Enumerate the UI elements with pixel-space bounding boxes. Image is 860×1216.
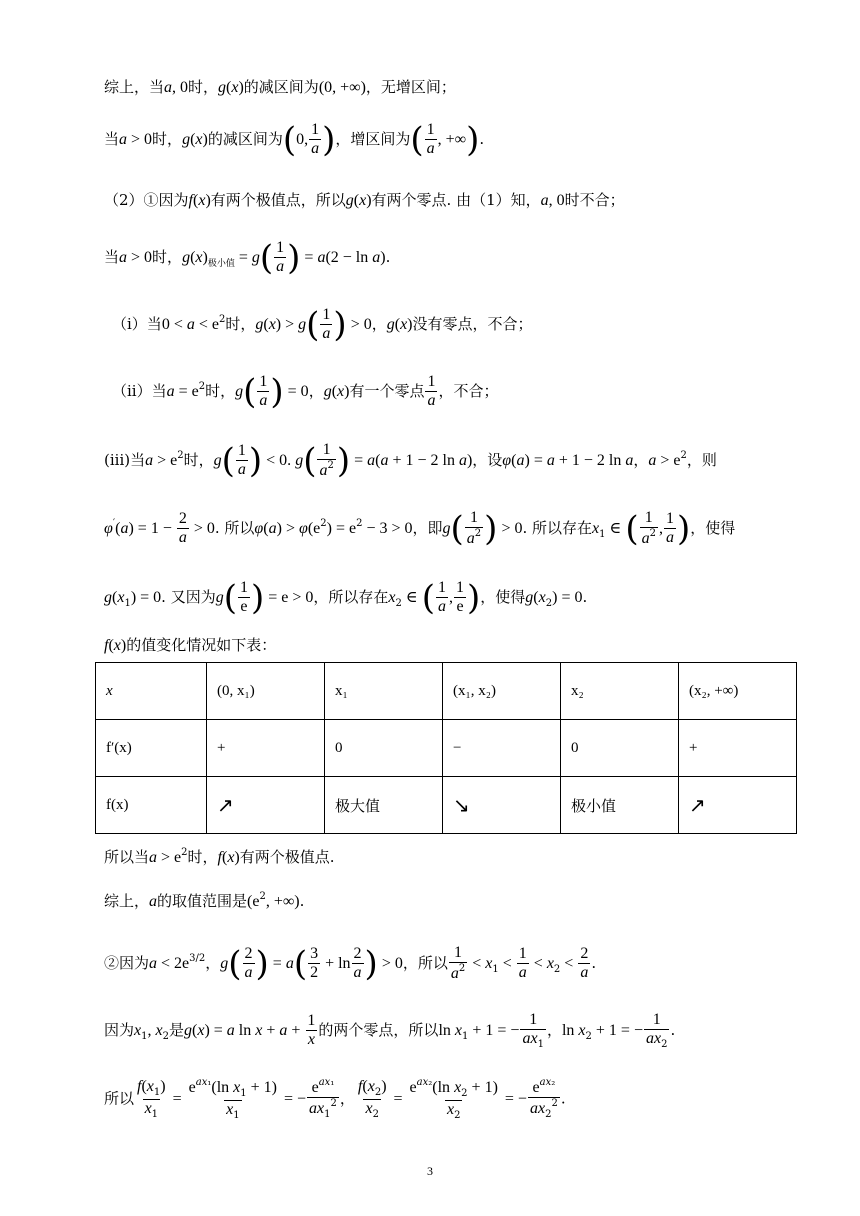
text: 时， [225, 314, 256, 333]
line-11: 所以当$a > e^2$时，f(x)有两个极值点. [104, 847, 335, 866]
table-cell: 0 [561, 720, 679, 777]
text: 是 [168, 1021, 184, 1040]
text: ， [205, 953, 221, 972]
text: 时不合； [564, 191, 625, 209]
table-row [96, 777, 797, 834]
text: 有两个零点. 由（1）知， [371, 191, 541, 209]
text: 当 [104, 247, 120, 266]
text: 的两个零点，所以 [318, 1021, 439, 1040]
text: 有一个零点 [349, 381, 425, 400]
line-13: ②因为$a < 2e^{3/2}$，g( $\frac{2}{a}$ ) = a( $\frac{3}{2}$ + ln $\frac{2}{a}$ ) > 0，所以 $\frac{1}{a^2}$ < $x_1$ < $\frac{1}{a}$ < $x_2$ < $\frac{2}{a}$ . [104, 943, 597, 984]
table-cell: f(x) [96, 777, 207, 834]
text: ，无增区间； [365, 78, 456, 96]
line-2: 当a > 0时，g(x)的减区间为(0, $\frac{1}{a}$ )，增区间为( $\frac{1}{a}$ , +∞). [104, 119, 485, 160]
text: （2）①因为 [104, 191, 189, 209]
line-1: 综上，当a, 0时，g(x)的减区间为(0, +∞)，无增区间； [104, 78, 456, 96]
table-cell: x₂ [561, 663, 679, 720]
line-7: (iii)当$a > e^2$时，g( $\frac{1}{a}$ ) < 0. g( $\frac{1}{a^2}$ ) = a(a + 1 − 2 ln a)，设φ(a) = a + 1 − 2 ln a，$a > e^2$，则 [104, 440, 717, 481]
text: 所以 [104, 1089, 135, 1108]
text: . 所以 [214, 518, 255, 537]
text: ，所以 [402, 953, 448, 972]
line-5: （i）当$0 < a < e^2$时，g(x) > g( $\frac{1}{a}$ ) > 0，g(x)没有零点，不合； [112, 304, 533, 345]
text: ，不合； [438, 381, 499, 400]
table-cell: (x₂, +∞) [679, 663, 797, 720]
line-8: φ′(a) = 1 − $\frac{2}{a}$ > 0. 所以$\varphi(a) > \varphi(e^2) = e^2 - 3 > 0$，即g( $\frac{1}{a^2}$ ) > 0. 所以存在$x_1$ ∈ ( $\frac{1}{a^2}$ , $\frac{1}{a}$ )，使得 [104, 508, 736, 549]
line-10: f(x)的值变化情况如下表： [104, 636, 277, 654]
text: . [385, 247, 391, 266]
text: ，增区间为 [335, 129, 411, 148]
line-14: 因为$x_1$, $x_2$是g(x) = a ln x + a + $\frac{1}{x}$ 的两个零点，所以$\ln x_1 + 1$ = − $\frac{1}{ax_1}$ ，$\ln x_2 + 1$ = − $\frac{1}{ax_2}$ . [104, 1011, 676, 1050]
text: . [479, 129, 485, 148]
text: ， [339, 1089, 355, 1108]
line-4: 当a > 0时，$g(x)_{极小值} = g$( $\frac{1}{a}$ ) = a(2 − ln a). [104, 237, 391, 278]
text: 所以当 [104, 848, 150, 866]
table-cell: 0 [325, 720, 443, 777]
table-cell: x [96, 663, 207, 720]
text: ②因为 [104, 953, 150, 972]
table-cell: f′(x) [96, 720, 207, 777]
text: 的值变化情况如下表： [126, 636, 277, 654]
text: . [670, 1021, 676, 1040]
table-cell: 极大值 [325, 777, 443, 834]
text: 的减区间为 [207, 129, 283, 148]
text: 时， [205, 381, 236, 400]
text: ，使得 [690, 518, 736, 537]
line-12: 综上，a的取值范围是($e^2$, +∞). [104, 891, 305, 910]
text: 因为 [104, 1021, 135, 1040]
value-change-table [95, 662, 797, 834]
text: ，则 [686, 450, 717, 469]
text: ，即 [412, 518, 443, 537]
text: 的减区间为 [243, 78, 319, 96]
text: 综上， [104, 892, 150, 910]
subscript-label: 极小值 [207, 258, 235, 269]
text: . 所以存在 [522, 518, 593, 537]
table-cell: (0, x₁) [207, 663, 325, 720]
page-number: 3 [427, 1164, 433, 1178]
text: . [560, 1089, 566, 1108]
text: . [591, 953, 597, 972]
line-15: 所以 $\frac{f(x_1)}{x_1}$ = $\frac{e^{ax_1}(\ln x_1 + 1)}{x_1}$ = − $\frac{e^{ax_1}}{ax_1^2}$ ， $\frac{f(x_2)}{x_2}$ = $\frac{e^{ax_2}(\ln x_2 + 1)}{x_2}$ = − $\frac{e^{ax_2}}{ax_2^2}$ . [104, 1077, 566, 1121]
table-cell: + [207, 720, 325, 777]
text: . [299, 892, 305, 910]
text: 时， [187, 848, 218, 866]
text: 时， [188, 78, 219, 96]
table-cell: x₁ [325, 663, 443, 720]
table-cell: − [443, 720, 561, 777]
text: （ii）当 [112, 381, 167, 400]
table-cell: ↘ [443, 777, 561, 834]
text: . 又因为 [161, 587, 216, 606]
text: 的取值范围是 [157, 892, 248, 910]
table-cell: 极小值 [561, 777, 679, 834]
text: ，所以存在 [313, 587, 389, 606]
text: ，设 [472, 450, 503, 469]
text: 当 [104, 129, 120, 148]
text: 时， [152, 247, 183, 266]
text: 有两个极值点. [239, 848, 335, 866]
text: 综上，当 [104, 78, 165, 96]
text: (iii)当 [104, 450, 146, 469]
text: 时， [152, 129, 183, 148]
text: ， [371, 314, 387, 333]
text: ，使得 [480, 587, 526, 606]
table-row [96, 663, 797, 720]
text: ， [546, 1021, 562, 1040]
line-9: $g(x_1) = 0$. 又因为g( $\frac{1}{e}$ ) = e > 0，所以存在$x_2$ ∈ ( $\frac{1}{a}$ , $\frac{1}{e}$ )，使得$g(x_2) = 0$. [104, 577, 588, 618]
text: 时， [183, 450, 214, 469]
text: （i）当 [112, 314, 162, 333]
table-cell: (x₁, x₂) [443, 663, 561, 720]
text: . [582, 587, 588, 606]
text: 有两个极值点，所以 [210, 191, 346, 209]
table-row [96, 720, 797, 777]
text: ， [633, 450, 649, 469]
table-cell: + [679, 720, 797, 777]
line-3: （2）①因为f(x)有两个极值点，所以g(x)有两个零点. 由（1）知，a, 0时不合； [104, 191, 625, 209]
line-6: （ii）当$a = e^2$时，g( $\frac{1}{a}$ ) = 0，g(x)有一个零点 $\frac{1}{a}$ ，不合； [112, 371, 499, 412]
text: ， [308, 381, 324, 400]
table-cell: ↗ [679, 777, 797, 834]
text: 没有零点，不合； [412, 314, 533, 333]
table-cell: ↗ [207, 777, 325, 834]
